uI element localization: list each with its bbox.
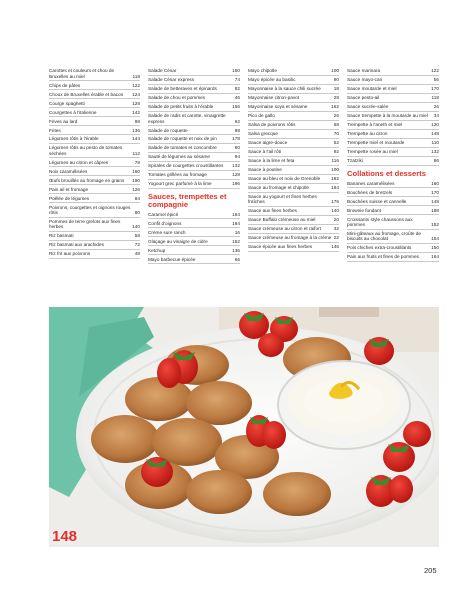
recipe-name: Salade de roquette et noix de pin	[148, 136, 217, 142]
page-number: 34	[433, 113, 439, 119]
page-number: 146	[331, 244, 339, 250]
page-number: 28	[333, 95, 339, 101]
index-entry	[148, 94, 240, 103]
page-number: 56	[433, 77, 439, 83]
page-number: 126	[132, 186, 140, 192]
page-number: 128	[132, 100, 140, 106]
index-entry	[49, 135, 140, 144]
recipe-name: Trempette rosée au miel	[347, 149, 398, 155]
recipe-name: Sauce au fromage et chipotle	[248, 185, 309, 191]
index-entry	[347, 244, 439, 253]
page-number: 136	[232, 247, 240, 253]
recipe-name: Mayo épicée au basilic	[248, 77, 296, 83]
index-column-1	[49, 67, 140, 259]
index-entry	[347, 197, 439, 206]
index-entry	[347, 206, 439, 215]
index-entry	[347, 188, 439, 197]
page-number: 122	[132, 82, 140, 88]
page-number: 80	[134, 209, 140, 215]
page-number: 32	[333, 226, 339, 232]
index-entry	[347, 67, 439, 76]
index-entry	[148, 180, 240, 189]
index-entry	[347, 121, 439, 130]
recipe-name: Bouchées de bretzels	[347, 189, 393, 195]
page-number: 58	[134, 233, 140, 239]
index-entry	[248, 193, 339, 207]
index-entry	[248, 121, 339, 130]
recipe-name: Salade César	[148, 68, 177, 74]
page-number: 150	[232, 68, 240, 74]
recipe-name: Brownie fondant	[347, 207, 381, 213]
recipe-name: Courge spaghetti	[49, 100, 85, 106]
page-number: 160	[431, 180, 439, 186]
index-entry	[248, 166, 339, 175]
index-entry	[347, 94, 439, 103]
index-entry	[49, 176, 140, 185]
page-number: 92	[333, 149, 339, 155]
page-number: 98	[134, 118, 140, 124]
page-number: 124	[132, 91, 140, 97]
recipe-name: Frites	[49, 127, 61, 133]
page-number: 152	[232, 238, 240, 244]
index-entry	[49, 117, 140, 126]
page-number: 110	[431, 140, 439, 146]
page-number: 118	[431, 95, 439, 101]
page-number: 72	[134, 242, 140, 248]
section-heading: Sauces, trempettes et compagnie	[148, 192, 227, 209]
index-entry	[347, 179, 439, 188]
recipe-name: Sauce crémeuse au fromage à la crème	[248, 235, 332, 241]
recipe-name: Sauce à l'ail rôti	[248, 149, 281, 155]
page-folio: 205	[424, 566, 437, 575]
recipe-name: Légumes au citron et câpres	[49, 159, 109, 165]
recipe-name: Riz frit aux poivrons	[49, 251, 91, 257]
page-number: 136	[132, 127, 140, 133]
page-number: 164	[232, 211, 240, 217]
page-number: 60	[234, 145, 240, 151]
recipe-name: Sauce aux fines herbes	[248, 208, 297, 214]
index-entry	[248, 207, 339, 216]
recipe-name: Mayo barbecue épicée	[148, 256, 196, 262]
page-number: 66	[234, 256, 240, 262]
recipe-name: Bouchées suisse et cannelle	[347, 198, 407, 204]
dip-bowl	[278, 361, 410, 449]
index-entry	[49, 232, 140, 241]
recipe-name: Trempette à l'aneth et miel	[347, 122, 403, 128]
page-number: 148	[431, 131, 439, 137]
page-number: 194	[232, 220, 240, 226]
index-entry	[148, 144, 240, 153]
recipe-name: Bananes caramélisées	[347, 180, 395, 186]
index-entry	[49, 218, 140, 232]
recipe-name: Salade César express	[148, 77, 195, 83]
recipe-name: Pico de gallo	[248, 113, 275, 119]
index-entry	[347, 215, 439, 229]
recipe-name: Caramel épicé	[148, 211, 179, 217]
page-number: 22	[333, 235, 339, 241]
page-number: 188	[431, 207, 439, 213]
page-number: 90	[333, 77, 339, 83]
page-number: 184	[331, 185, 339, 191]
index-entry	[148, 255, 240, 264]
page-number: 84	[134, 195, 140, 201]
recipe-name: Croissants style chaussons aux pommes	[347, 216, 413, 227]
index-entry	[49, 90, 140, 99]
index-entry	[347, 230, 439, 244]
index-entry	[248, 130, 339, 139]
index-entry	[248, 175, 339, 184]
index-entry	[148, 135, 240, 144]
page-number: 116	[331, 158, 339, 164]
recipe-name: Fèves au lard	[49, 118, 78, 124]
page-number: 176	[331, 199, 339, 205]
recipe-name: Riz basmati	[49, 233, 74, 239]
index-entry	[248, 234, 339, 243]
index-entry	[49, 67, 140, 81]
page-number: 196	[232, 181, 240, 187]
page-number: 120	[431, 122, 439, 128]
recipe-name: Sauce au bleu et noix de Grenoble	[248, 176, 321, 182]
index-entry	[148, 162, 240, 171]
index-entry	[347, 139, 439, 148]
recipe-name: Sauce épicée aux fines herbes	[248, 244, 313, 250]
index-entry	[49, 81, 140, 90]
index-entry	[248, 157, 339, 166]
recipe-name: Sauce sucrée-salée	[347, 104, 389, 110]
recipe-name: Salade de chou et pommes	[148, 95, 206, 101]
recipe-name: Ketchup	[148, 247, 166, 253]
recipe-name: Noix caramélisées	[49, 168, 88, 174]
page-number: 128	[232, 172, 240, 178]
page-number: 178	[232, 136, 240, 142]
index-entry	[347, 112, 439, 121]
recipe-name: Riz basmati aux arachides	[49, 242, 104, 248]
page-number: 122	[431, 68, 439, 74]
index-entry	[347, 76, 439, 85]
page-number: 26	[433, 104, 439, 110]
recipe-name: Tzatziki	[347, 158, 363, 164]
page-number: 62	[234, 118, 240, 124]
index-entry	[248, 139, 339, 148]
page-number: 164	[431, 254, 439, 260]
recipe-name: Sauce marinara	[347, 68, 381, 74]
page-number: 82	[234, 86, 240, 92]
page-number: 140	[331, 208, 339, 214]
page-number: 74	[234, 77, 240, 83]
recipe-name: Carottes et couleurs et chou de Bruxelles au miel	[49, 68, 115, 79]
page-number: 48	[134, 251, 140, 257]
index-entry	[148, 112, 240, 126]
recipe-name: Pain ail et fromage	[49, 186, 89, 192]
page-number: 192	[331, 176, 339, 182]
index-entry	[49, 185, 140, 194]
page-number: 86	[433, 158, 439, 164]
index-entry	[347, 148, 439, 157]
recipe-name: Sauce Buffalo crémeuse au miel	[248, 217, 316, 223]
index-entry	[49, 99, 140, 108]
page-number: 16	[234, 229, 240, 235]
index-entry	[248, 216, 339, 225]
index-entry	[148, 210, 240, 219]
recipe-name: Légumes rôtis à l'érable	[49, 136, 99, 142]
index-entry	[148, 237, 240, 246]
page-number: 162	[331, 104, 339, 110]
page-number: 170	[431, 189, 439, 195]
page-number: 68	[333, 122, 339, 128]
recipe-name: Œufs brouillés au fromage en grains	[49, 177, 125, 183]
index-entry	[347, 253, 439, 262]
index-entry	[148, 219, 240, 228]
recipe-name: Mayonnaise à la sauce chili sucrée	[248, 86, 321, 92]
page-number: 78	[134, 159, 140, 165]
page-number: 148	[431, 198, 439, 204]
page-number: 154	[431, 236, 439, 242]
recipe-name: Salade de betteraves et épinards	[148, 86, 217, 92]
recipe-name: Salade de tomates et concombre	[148, 145, 217, 151]
index-column-3	[248, 67, 339, 252]
index-entry	[248, 85, 339, 94]
index-entry	[49, 250, 140, 259]
recipe-name: Pain aux fruits et fines de pommes	[347, 254, 419, 260]
page-number: 100	[331, 68, 339, 74]
index-entry	[49, 167, 140, 176]
index-entry	[347, 103, 439, 112]
index-entry	[248, 243, 339, 252]
index-entry	[248, 94, 339, 103]
index-entry	[248, 103, 339, 112]
page-number: 152	[431, 221, 439, 227]
index-entry	[248, 112, 339, 121]
index-entry	[347, 85, 439, 94]
index-entry	[148, 76, 240, 85]
recipe-name: Salade de petits fruits à l'érable	[148, 104, 214, 110]
page-number: 20	[333, 217, 339, 223]
index-entry	[49, 126, 140, 135]
index-column-4	[347, 67, 439, 262]
index-entry	[49, 194, 140, 203]
index-entry	[148, 246, 240, 255]
page-number: 88	[234, 127, 240, 133]
index-entry	[148, 126, 240, 135]
page-number: 52	[333, 140, 339, 146]
index-entry	[248, 225, 339, 234]
recipe-name: Salade de radis et carotte, vinaigrette express	[148, 113, 226, 124]
recipe-name: Confit d'oignons	[148, 220, 182, 226]
recipe-name: Sauce crémeuse au citron et raifort	[248, 226, 321, 232]
recipe-name: Salsa grecque	[248, 131, 278, 137]
photo-page-number: 148	[52, 528, 78, 545]
page-number: 118	[132, 73, 140, 79]
index-entry	[248, 184, 339, 193]
recipe-name: Mayonnaise soya et sésame	[248, 104, 308, 110]
page-number: 112	[132, 150, 140, 156]
section-heading: Collations et desserts	[347, 168, 426, 178]
recipe-name: Sauce trempette à la moutarde au miel	[347, 113, 428, 119]
page-number: 160	[132, 168, 140, 174]
recipe-name: Yogourt grec parfumé à la lime	[148, 181, 212, 187]
page-number: 94	[234, 154, 240, 160]
index-entry	[49, 241, 140, 250]
index-entry	[347, 157, 439, 166]
recipe-name: Crème sure ranch	[148, 229, 186, 235]
recipe-name: Sauce pesto-ail	[347, 95, 380, 101]
recipe-name: Mini-gâteaux au fromage, croûte de biscuits au chocolat	[347, 230, 421, 242]
recipe-name: Sauce à poutine	[248, 167, 282, 173]
recipe-name: Spirales de courgettes croustillantes	[148, 163, 224, 169]
recipe-name: Tomates grillées au fromage	[148, 172, 207, 178]
recipe-name: Légumes rôtis au pesto de tomates séchées	[49, 145, 123, 156]
index-entry	[148, 67, 240, 76]
recipe-name: Poêlée de légumes	[49, 195, 90, 201]
page-number: 26	[333, 113, 339, 119]
page-number: 190	[132, 177, 140, 183]
page-number: 140	[132, 224, 140, 230]
index-entry	[49, 108, 140, 117]
recipe-index	[49, 67, 439, 300]
recipe-name: Sauce à la lime et feta	[248, 158, 295, 164]
page-number: 144	[132, 136, 140, 142]
recipe-name: Choux de Bruxelles érable et bacon	[49, 91, 124, 97]
index-entry	[148, 103, 240, 112]
recipe-name: Trempette miel et moutarde	[347, 140, 405, 146]
page-number: 156	[232, 104, 240, 110]
food-photo	[49, 307, 439, 547]
recipe-name: Pommes de terre grelots aux fines herbes	[49, 218, 121, 230]
index-entry	[248, 76, 339, 85]
index-entry	[248, 67, 339, 76]
recipe-name: Mayo chipotle	[248, 68, 277, 74]
index-entry	[49, 158, 140, 167]
page-number: 18	[333, 86, 339, 92]
index-entry	[148, 228, 240, 237]
recipe-name: Courgettes à l'italienne	[49, 109, 97, 115]
page-number: 132	[232, 163, 240, 169]
index-entry	[49, 144, 140, 158]
recipe-name: Mayonnaise citron-pavot	[248, 95, 300, 101]
recipe-name: Trempette au citron	[347, 131, 388, 137]
recipe-name: Pois chiches extra-croustillants	[347, 245, 412, 251]
recipe-name: Sauce mayo-cari	[347, 77, 383, 83]
recipe-name: Poivrons, courgettes et oignons rouges rôtis	[49, 204, 131, 215]
index-entry	[248, 148, 339, 157]
recipe-name: Salsa de poivrons rôtis	[248, 122, 296, 128]
page-number: 100	[331, 167, 339, 173]
recipe-name: Glaçage au vinaigre de cidre	[148, 238, 208, 244]
recipe-name: Sauce moutarde et miel	[347, 86, 397, 92]
churro-bites-photo	[49, 307, 439, 547]
index-entry	[148, 153, 240, 162]
page-number: 46	[234, 95, 240, 101]
recipe-name: Sauce aigre-douce	[248, 140, 288, 146]
index-entry	[148, 171, 240, 180]
recipe-name: Sauté de légumes au sésame	[148, 154, 211, 160]
page-number: 150	[431, 245, 439, 251]
recipe-name: Sauce au yogourt et fines herbes fraîches	[248, 194, 317, 205]
recipe-name: Chips de pâtes	[49, 82, 81, 88]
page-number: 132	[431, 149, 439, 155]
index-entry	[49, 203, 140, 217]
index-entry	[347, 130, 439, 139]
page-number: 170	[431, 86, 439, 92]
page-number: 70	[333, 131, 339, 137]
recipe-name: Salade de roquette	[148, 127, 188, 133]
index-column-2	[148, 67, 240, 264]
index-entry	[148, 85, 240, 94]
page-number: 142	[132, 109, 140, 115]
